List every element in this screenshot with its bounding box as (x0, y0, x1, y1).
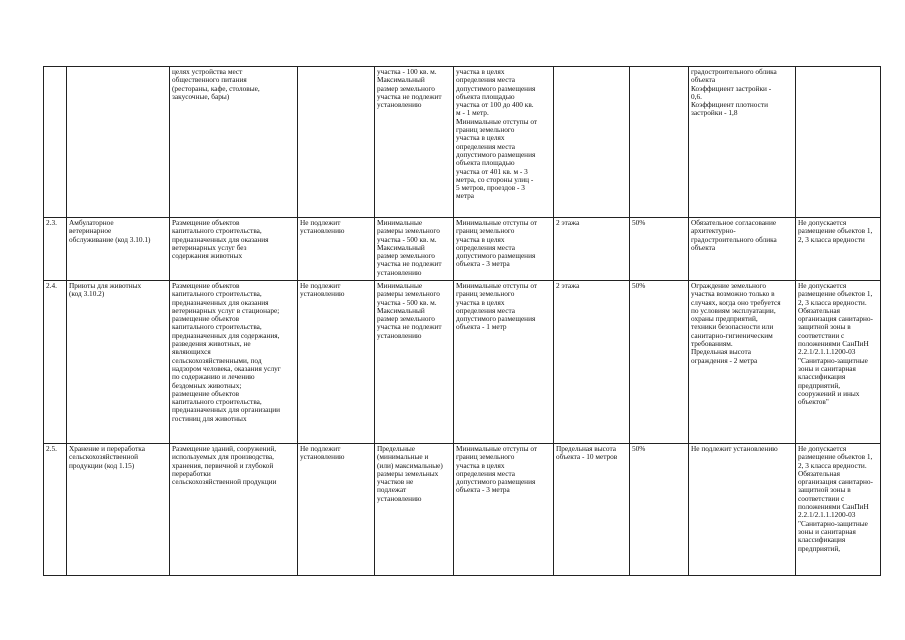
row-number-cell (44, 218, 67, 281)
cell-text: Ограждение земельного участка возможно только в случаях, когда оно требуется по условиям эксплуатации, охраны предприятий, техники безопасности или санитарно-гигиеническим требованиям. Предельная высота ограждения - 2 метра (691, 281, 781, 365)
cell-text: Не подлежит установлению (300, 218, 345, 236)
cell-text: Обязательное согласование архитектурно- градостроительного облика объекта (691, 218, 777, 252)
cell-text: Хранение и переработка сельскохозяйственной продукции (код 1.15) (69, 444, 145, 470)
row-number-cell (44, 281, 67, 444)
restrictions-cell (796, 67, 881, 218)
cell-text: Приюты для животных (код 3.10.2) (69, 281, 142, 299)
coverage-cell (630, 67, 689, 218)
cell-text: Размещение зданий, сооружений, используемых для производства, хранения, первичной и глубокой переработки сельскохозяйственной продукции (172, 444, 277, 487)
setbacks-cell (454, 281, 554, 444)
floors-cell (554, 444, 630, 576)
row-number-cell (44, 67, 67, 218)
cell-text: Минимальные отступы от границ земельного участка в целях определения места допустимого размещения объекта - 3 метра (456, 444, 538, 495)
setbacks-cell (454, 218, 554, 281)
cell-text: 50% (632, 444, 646, 453)
floors-cell (554, 281, 630, 444)
cell-text: Минимальные размеры земельного участка - 500 кв. м. Максимальный размер земельного участка не подлежит установлению (377, 218, 442, 277)
restrictions-cell (796, 218, 881, 281)
table-row (44, 218, 881, 281)
cell-text: Не допускается размещение объектов 1, 2, 3 класса вредности. Обязательная организация санитарно- защитной зоны в соответствии с положениями СанПиН 2.2.1/2.1.1.1200-03 "Санитарно-защитные зоны и санитарная классификация предприятий, (798, 444, 873, 553)
use-name-cell (67, 281, 170, 444)
use-name-cell (67, 218, 170, 281)
other-params-cell (689, 281, 796, 444)
coverage-cell (630, 218, 689, 281)
cell-text: Амбулаторное ветеринарное обслуживание (код 3.10.1) (69, 218, 151, 244)
table-row (44, 281, 881, 444)
cell-text: Предельная высота объекта - 10 метров (556, 444, 618, 462)
cell-text: 2.5. (46, 444, 57, 453)
table-row (44, 444, 881, 576)
use-description-cell (170, 444, 298, 576)
cell-text: 2.4. (46, 281, 57, 290)
cell-text: Предельные (минимальные и (или) максимальные) размеры земельных участков не подлежат установлению (377, 444, 443, 503)
cell-text: Не допускается размещение объектов 1, 2, 3 класса вредности. Обязательная организация санитарно- защитной зоны в соответствии с положениями СанПиН 2.2.1/2.1.1.1200-03 "Санитарно-защитные зоны и санитарная классификация предприятий, сооружений и иных объектов" (798, 281, 873, 407)
cell-text: 2 этажа (556, 281, 580, 290)
subject-cell (298, 218, 375, 281)
cell-text: 2.3. (46, 218, 57, 227)
plot-area-cell (375, 281, 454, 444)
cell-text: участка - 100 кв. м. Максимальный размер земельного участка не подлежит установлению (377, 67, 442, 110)
cell-text: Не подлежит установлению (691, 444, 778, 453)
setbacks-cell (454, 67, 554, 218)
cell-text: Не допускается размещение объектов 1, 2, 3 класса вредности (798, 218, 873, 244)
other-params-cell (689, 67, 796, 218)
floors-cell (554, 218, 630, 281)
floors-cell (554, 67, 630, 218)
cell-text: Не подлежит установлению (300, 281, 345, 299)
coverage-cell (630, 444, 689, 576)
use-name-cell (67, 444, 170, 576)
plot-area-cell (375, 444, 454, 576)
subject-cell (298, 444, 375, 576)
use-name-cell (67, 67, 170, 218)
restrictions-cell (796, 444, 881, 576)
zoning-table (43, 66, 881, 576)
table-row (44, 67, 881, 218)
cell-text: Минимальные размеры земельного участка - 500 кв. м. Максимальный размер земельного участка не подлежит установлению (377, 281, 442, 340)
plot-area-cell (375, 218, 454, 281)
other-params-cell (689, 218, 796, 281)
cell-text: Минимальные отступы от границ земельного участка в целях определения места допустимого размещения объекта - 3 метра (456, 218, 538, 269)
coverage-cell (630, 281, 689, 444)
use-description-cell (170, 218, 298, 281)
cell-text: Размещение объектов капитального строительства, предназначенных для оказания ветеринарных услуг в стационаре; размещение объектов капитального строительства, предназначенных для содержания, разведения животных, не являющихся сельскохозяйственными, под надзором человека, оказания услуг по содержанию и лечению бездомных животных; размещение объектов капитального строительства, предназначенных для организации гостиниц для животных (172, 281, 281, 423)
use-description-cell (170, 281, 298, 444)
cell-text: 50% (632, 281, 646, 290)
setbacks-cell (454, 444, 554, 576)
cell-text: 50% (632, 218, 646, 227)
row-number-cell (44, 444, 67, 576)
subject-cell (298, 281, 375, 444)
cell-text: градостроительного облика объекта Коэффициент застройки - 0,6. Коэффициент плотности застройки - 1,8 (691, 67, 777, 118)
restrictions-cell (796, 281, 881, 444)
use-description-cell (170, 67, 298, 218)
other-params-cell (689, 444, 796, 576)
cell-text: Минимальные отступы от границ земельного участка в целях определения места допустимого размещения объекта - 1 метр (456, 281, 538, 332)
cell-text: участка в целях определения места допустимого размещения объекта площадью участка от 100 до 400 кв. м - 1 метр. Минимальные отступы от границ земельного участка в целях определения места допустимого размещения объекта площадью участка от 401 кв. м - 3 метра, со стороны улиц - 5 метров, проездов - 3 метра (456, 67, 538, 201)
cell-text: Размещение объектов капитального строительства, предназначенных для оказания ветеринарных услуг без содержания животных (172, 218, 269, 261)
cell-text: 2 этажа (556, 218, 580, 227)
subject-cell (298, 67, 375, 218)
cell-text: целях устройства мест общественного питания (рестораны, кафе, столовые, закусочные, бары) (172, 67, 260, 101)
plot-area-cell (375, 67, 454, 218)
cell-text: Не подлежит установлению (300, 444, 345, 462)
